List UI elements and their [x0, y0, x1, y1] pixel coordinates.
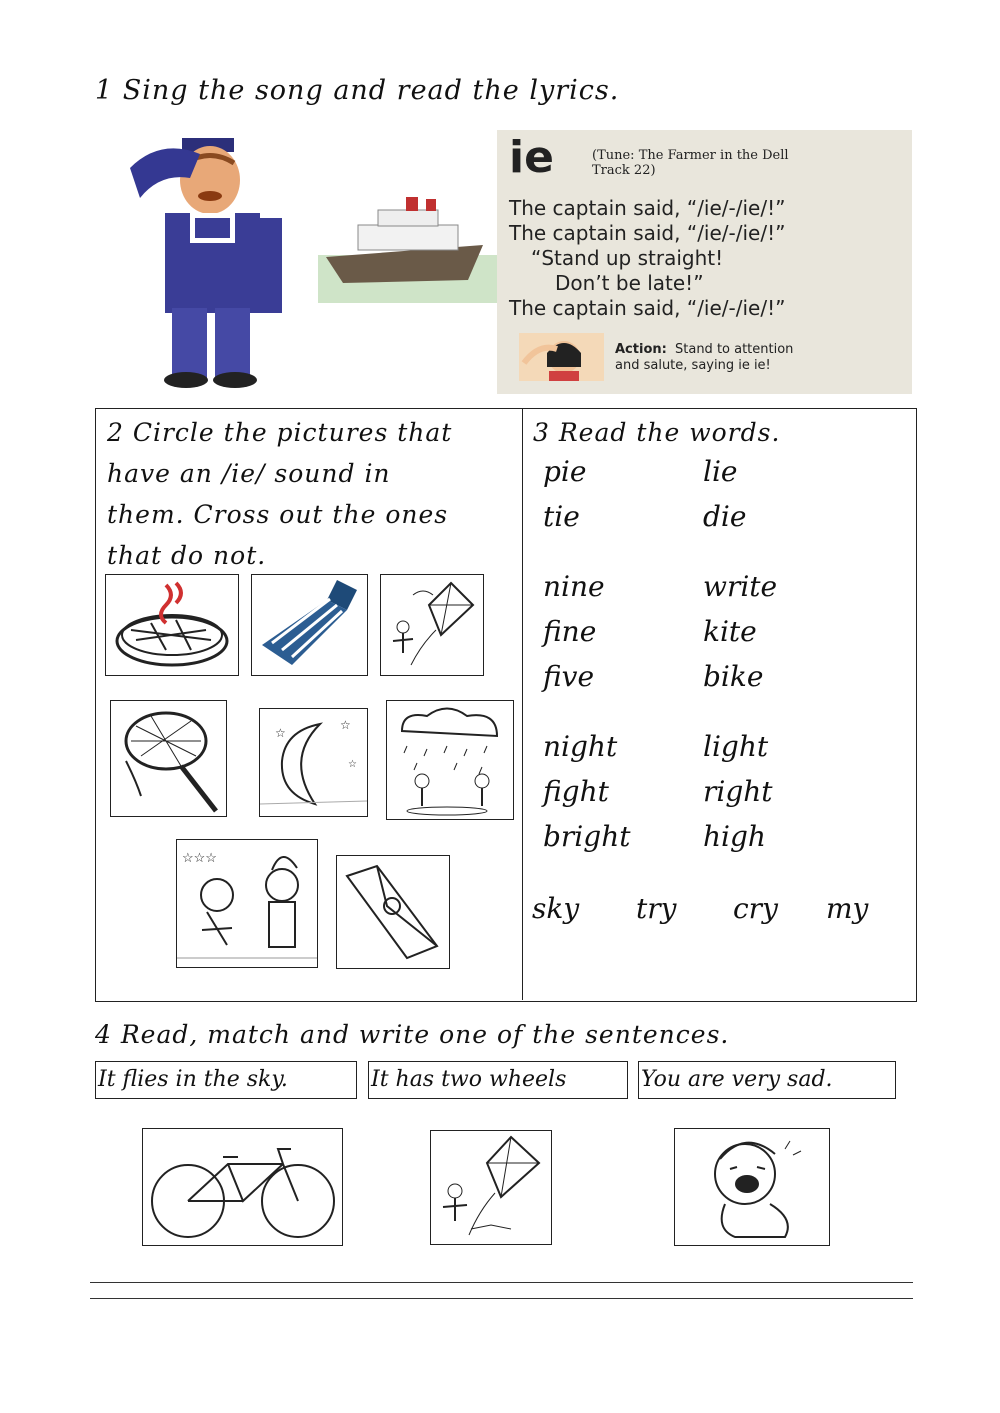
word-die: die [703, 500, 747, 533]
picture-net[interactable] [110, 700, 227, 817]
section1-heading: 1 Sing the song and read the lyrics. [95, 75, 620, 106]
song-panel [497, 130, 912, 394]
word-bright: bright [543, 820, 631, 853]
word-high: high [703, 820, 766, 853]
sailor-illustration [120, 118, 315, 393]
song-line-1: The captain said, “/ie/-/ie/!” [509, 196, 786, 220]
word-pie: pie [543, 455, 587, 488]
picture-moon[interactable] [259, 708, 368, 817]
picture-peg[interactable] [336, 855, 450, 969]
word-write: write [703, 570, 778, 603]
svg-text:☆: ☆ [340, 718, 351, 732]
svg-text:☆: ☆ [348, 759, 357, 770]
word-light: light [703, 730, 769, 763]
column-divider [522, 408, 523, 1000]
word-my: my [826, 892, 869, 925]
word-lie: lie [703, 455, 738, 488]
word-sky: sky [532, 892, 580, 925]
child-salute-illustration [519, 333, 604, 381]
word-right: right [703, 775, 773, 808]
word-bike: bike [703, 660, 764, 693]
action-label: Action: [615, 342, 667, 357]
song-track: Track 22) [592, 163, 656, 178]
picture-kite[interactable] [380, 574, 484, 676]
section2-heading [107, 412, 452, 576]
word-five: five [543, 660, 595, 693]
picture-tie[interactable] [251, 574, 368, 676]
song-line-4: Don’t be late!” [555, 271, 704, 295]
word-nine: nine [543, 570, 605, 603]
svg-text:☆☆☆: ☆☆☆ [182, 851, 217, 866]
song-line-5: The captain said, “/ie/-/ie/!” [509, 296, 786, 320]
word-fine: fine [543, 615, 597, 648]
word-fight: fight [543, 775, 609, 808]
section2-heading-line-3: them. Cross out the ones [107, 500, 449, 529]
picture-bicycle[interactable] [142, 1128, 343, 1246]
song-line-3: “Stand up straight! [531, 246, 724, 270]
word-night: night [543, 730, 618, 763]
picture-kite-match[interactable] [430, 1130, 552, 1245]
picture-dizzy-stars[interactable] [176, 839, 318, 968]
section3-heading: 3 Read the words. [533, 418, 781, 447]
section2-heading-line-4: that do not. [107, 541, 267, 570]
song-sound: ie [509, 132, 554, 183]
sentence-box-1[interactable]: It flies in the sky. [95, 1061, 357, 1099]
song-tune: (Tune: The Farmer in the Dell [592, 148, 789, 163]
writing-line-1[interactable] [90, 1282, 913, 1283]
word-kite: kite [703, 615, 757, 648]
action-text-1: Stand to attention [675, 342, 794, 357]
section2-heading-line-2: have an /ie/ sound in [107, 459, 391, 488]
sentence-box-3[interactable]: You are very sad. [638, 1061, 896, 1099]
action-text-2: and salute, saying ie ie! [615, 358, 771, 373]
ship-illustration [318, 195, 500, 303]
word-tie: tie [543, 500, 580, 533]
picture-crying-baby[interactable] [674, 1128, 830, 1246]
svg-text:☆: ☆ [275, 726, 286, 740]
picture-rain[interactable] [386, 700, 514, 820]
section4-heading: 4 Read, match and write one of the sentences. [95, 1020, 730, 1049]
word-try: try [636, 892, 677, 925]
picture-pie[interactable] [105, 574, 239, 676]
word-cry: cry [733, 892, 778, 925]
writing-line-2[interactable] [90, 1298, 913, 1299]
sentence-box-2[interactable]: It has two wheels [368, 1061, 628, 1099]
song-line-2: The captain said, “/ie/-/ie/!” [509, 221, 786, 245]
section2-heading-line-1: 2 Circle the pictures that [107, 418, 453, 447]
